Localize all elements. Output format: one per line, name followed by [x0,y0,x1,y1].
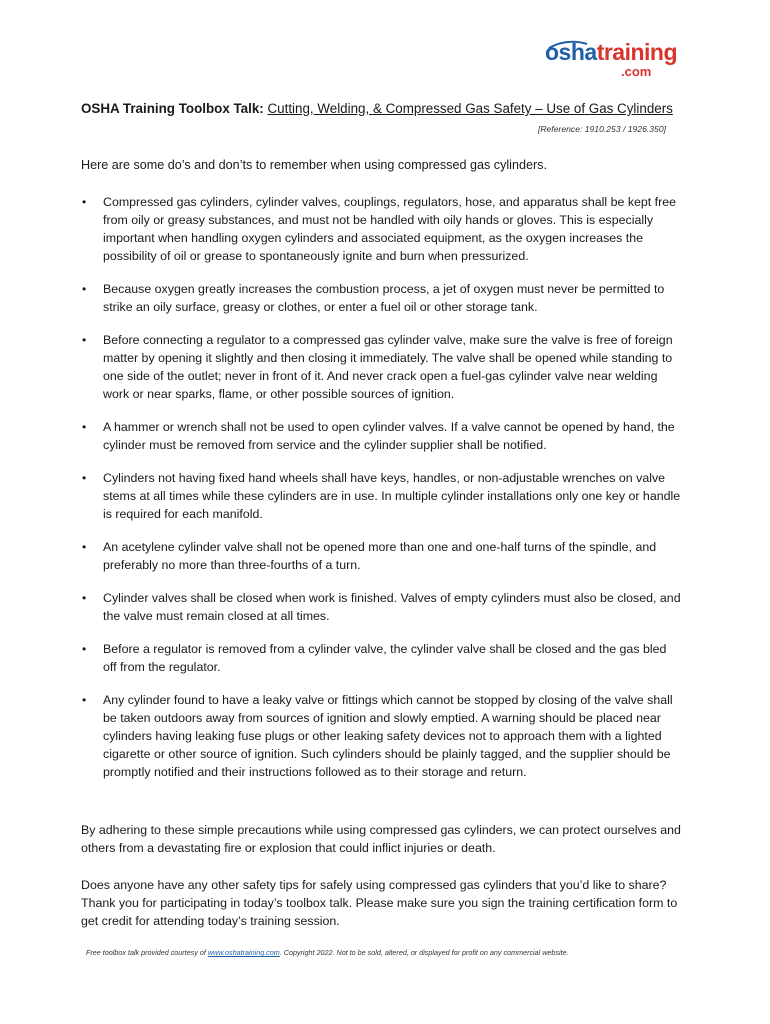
bullet-icon: • [82,471,87,485]
list-item-text: A hammer or wrench shall not be used to open cylinder valves. If a valve cannot be opened by hand, the cylinder must be removed from service and the cylinder supplier shall be notified. [103,420,675,452]
bullet-icon: • [82,420,87,434]
logo-training: training [596,39,678,65]
reference-note: [Reference: 1910.253 / 1926.350] [537,124,666,134]
bullet-icon: • [82,540,87,554]
list-item [81,418,681,454]
bullet-icon: • [82,693,87,707]
list-item-text: An acetylene cylinder valve shall not be opened more than one and one-half turns of the spindle, and preferably no more than three-fourths of a turn. [103,540,657,572]
title-prefix: OSHA Training Toolbox Talk: [81,101,264,116]
list-item-text: Compressed gas cylinders, cylinder valves, couplings, regulators, hose, and apparatus shall be kept free from oily or greasy substances, and must not be handled with oily hands or gloves. This is especially important when handling oxygen cylinders and associated equipment, as the oxygen increases the possibility of oil or grease to spontaneously ignite and burn when pressurized. [103,195,677,263]
list-item-text: Before a regulator is removed from a cylinder valve, the cylinder valve shall be closed and the gas bled off from the regulator. [103,642,667,674]
list-item-text: Any cylinder found to have a leaky valve or fittings which cannot be stopped by closing of the valve shall be taken outdoors away from sources of ignition and slowly emptied. A warning should be placed near cylinders having leaking fuse plugs or other leaking safety devices not to approach them with a lighted cigarette or other source of ignition. Such cylinders should be plainly tagged, and the supplier should be promptly notified and their instructions followed as to their storage and return. [103,693,673,779]
list-item-text: Cylinder valves shall be closed when work is finished. Valves of empty cylinders must also be closed, and the valve must remain closed at all times. [103,591,681,623]
list-item-text: Cylinders not having fixed hand wheels shall have keys, handles, or non-adjustable wrenches on valve stems at all times while these cylinders are in use. In multiple cylinder installations only one key or handle is required for each manifold. [103,471,681,521]
closing-paragraph: By adhering to these simple precautions while using compressed gas cylinders, we can protect ourselves and others from a devastating fire or explosion that could inflict injuries or death. [81,823,681,855]
safety-bullet-list [81,193,681,796]
logo-osha: osha [545,39,597,65]
list-item [81,280,681,316]
list-item-text: Before connecting a regulator to a compressed gas cylinder valve, make sure the valve is free of foreign matter by opening it slightly and then closing it immediately. The valve shall be opened while standing to one side of the outlet; never in front of it. And never crack open a fuel-gas cylinder valve near welding work or near sparks, flame, or other possible sources of ignition. [103,333,673,401]
bullet-icon: • [82,591,87,605]
list-item [81,589,681,625]
footer-suffix: . Copyright 2022. Not to be sold, altered, or displayed for profit on any commercial website. [279,948,569,957]
title-subject: Cutting, Welding, & Compressed Gas Safety – Use of Gas Cylinders [267,101,673,116]
list-item [81,691,681,781]
footer-website-link[interactable]: www.oshatraining.com [207,948,280,957]
intro-paragraph: Here are some do’s and don’ts to remember when using compressed gas cylinders. [81,158,547,172]
list-item [81,469,681,523]
footer-note [86,948,686,957]
bullet-icon: • [82,195,87,209]
list-item [81,193,681,265]
list-item [81,538,681,574]
bullet-icon: • [82,333,87,347]
bullet-icon: • [82,642,87,656]
logo-swoosh-icon [547,40,607,50]
list-item [81,640,681,676]
bullet-icon: • [82,282,87,296]
footer-prefix: Free toolbox talk provided courtesy of [86,948,208,957]
page-title [81,101,701,116]
logo-com: .com [621,64,652,79]
oshatraining-logo [545,40,705,90]
list-item [81,331,681,403]
question-paragraph: Does anyone have any other safety tips for safely using compressed gas cylinders that you’d like to share? Thank you for participating in today’s toolbox talk. Please make sure you sign the training certification form to get credit for attending today’s training session. [81,878,678,928]
list-item-text: Because oxygen greatly increases the combustion process, a jet of oxygen must never be permitted to strike an oily surface, greasy or clothes, or enter a fuel oil or other storage tank. [103,282,665,314]
